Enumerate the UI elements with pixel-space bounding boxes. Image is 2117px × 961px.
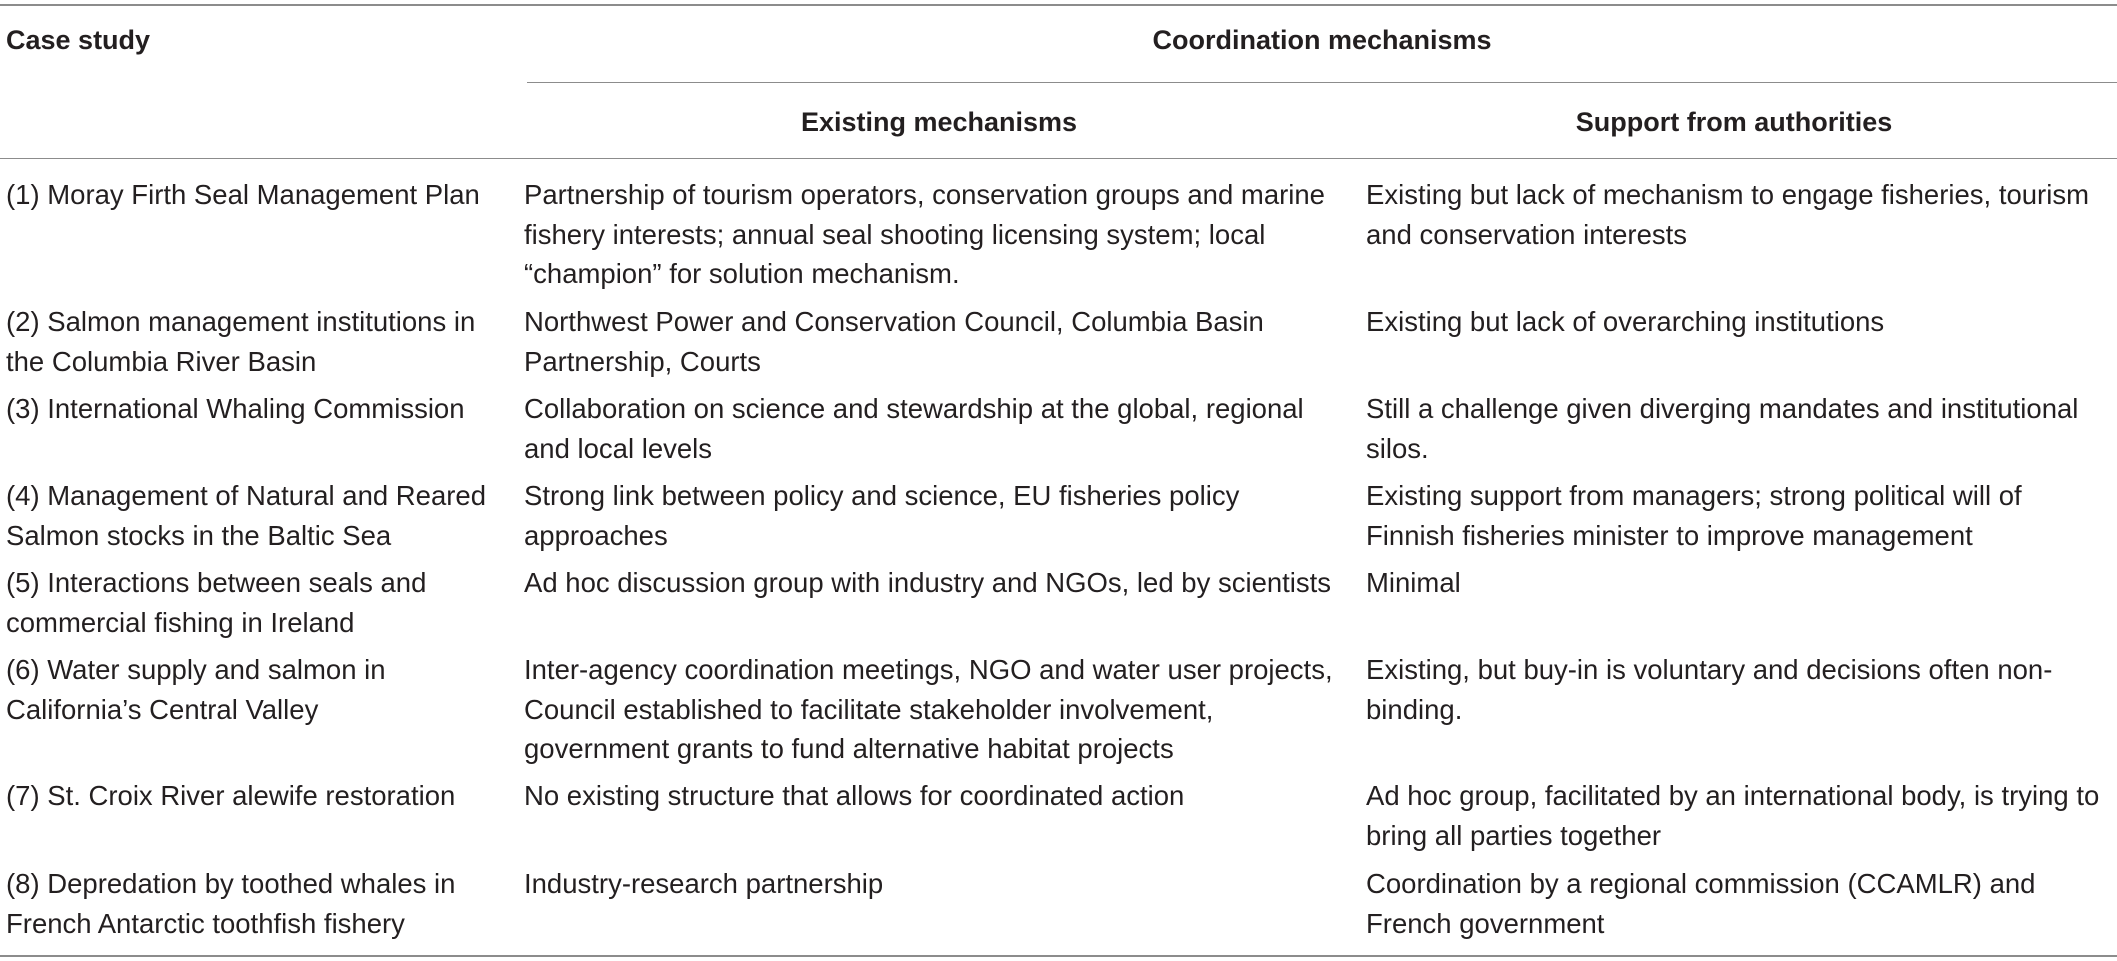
table-bottom-rule: [0, 955, 2117, 957]
cell-case-study: (4) Management of Natural and Reared Salmon stocks in the Baltic Sea: [6, 480, 486, 551]
cell-existing-mechanisms: Collaboration on science and stewardship at the global, regional and local levels: [524, 393, 1304, 464]
cell-existing-mechanisms: Partnership of tourism operators, conservation groups and marine fishery interests; annual seal shooting licensing system; local “champion” for solution mechanism.: [524, 179, 1325, 289]
cell-support-from-authorities: Coordination by a regional commission (CCAMLR) and French government: [1366, 868, 2036, 939]
cell-existing-mechanisms: Ad hoc discussion group with industry and NGOs, led by scientists: [524, 567, 1332, 598]
cell-existing-mechanisms: Inter-agency coordination meetings, NGO and water user projects, Council established to facilitate stakeholder involvement, government grants to fund alternative habitat projects: [524, 654, 1333, 764]
header-existing-mechanisms: Existing mechanisms: [800, 107, 1078, 137]
cell-case-study: (1) Moray Firth Seal Management Plan: [6, 179, 480, 210]
cell-support-from-authorities: Still a challenge given diverging mandates and institutional silos.: [1366, 393, 2079, 464]
cell-support-from-authorities: Existing but lack of overarching institutions: [1366, 306, 1885, 337]
cell-existing-mechanisms: No existing structure that allows for coordinated action: [524, 780, 1185, 811]
cell-support-from-authorities: Existing but lack of mechanism to engage fisheries, tourism and conservation interests: [1366, 179, 2089, 250]
cell-existing-mechanisms: Northwest Power and Conservation Council, Columbia Basin Partnership, Courts: [524, 306, 1264, 377]
cell-support-from-authorities: Existing support from managers; strong political will of Finnish fisheries minister to improve management: [1366, 480, 2022, 551]
cell-case-study: (3) International Whaling Commission: [6, 393, 465, 424]
cell-existing-mechanisms: Industry-research partnership: [524, 868, 884, 899]
cell-case-study: (2) Salmon management institutions in the Columbia River Basin: [6, 306, 476, 377]
cell-existing-mechanisms: Strong link between policy and science, EU fisheries policy approaches: [524, 480, 1240, 551]
cell-case-study: (5) Interactions between seals and commercial fishing in Ireland: [6, 567, 427, 638]
header-spanner-rule: [527, 82, 2117, 83]
header-coordination-mechanisms: Coordination mechanisms: [1152, 25, 1492, 55]
cell-support-from-authorities: Ad hoc group, facilitated by an international body, is trying to bring all parties together: [1366, 780, 2100, 851]
header-case-study: Case study: [6, 25, 151, 55]
header-support-from-authorities: Support from authorities: [1575, 107, 1893, 137]
cell-support-from-authorities: Existing, but buy-in is voluntary and decisions often non-binding.: [1366, 654, 2053, 725]
cell-case-study: (7) St. Croix River alewife restoration: [6, 780, 456, 811]
cell-case-study: (8) Depredation by toothed whales in French Antarctic toothfish fishery: [6, 868, 456, 939]
cell-case-study: (6) Water supply and salmon in California’s Central Valley: [6, 654, 386, 725]
table-top-rule: [0, 4, 2117, 6]
cell-support-from-authorities: Minimal: [1366, 567, 1461, 598]
header-bottom-rule: [0, 158, 2117, 159]
